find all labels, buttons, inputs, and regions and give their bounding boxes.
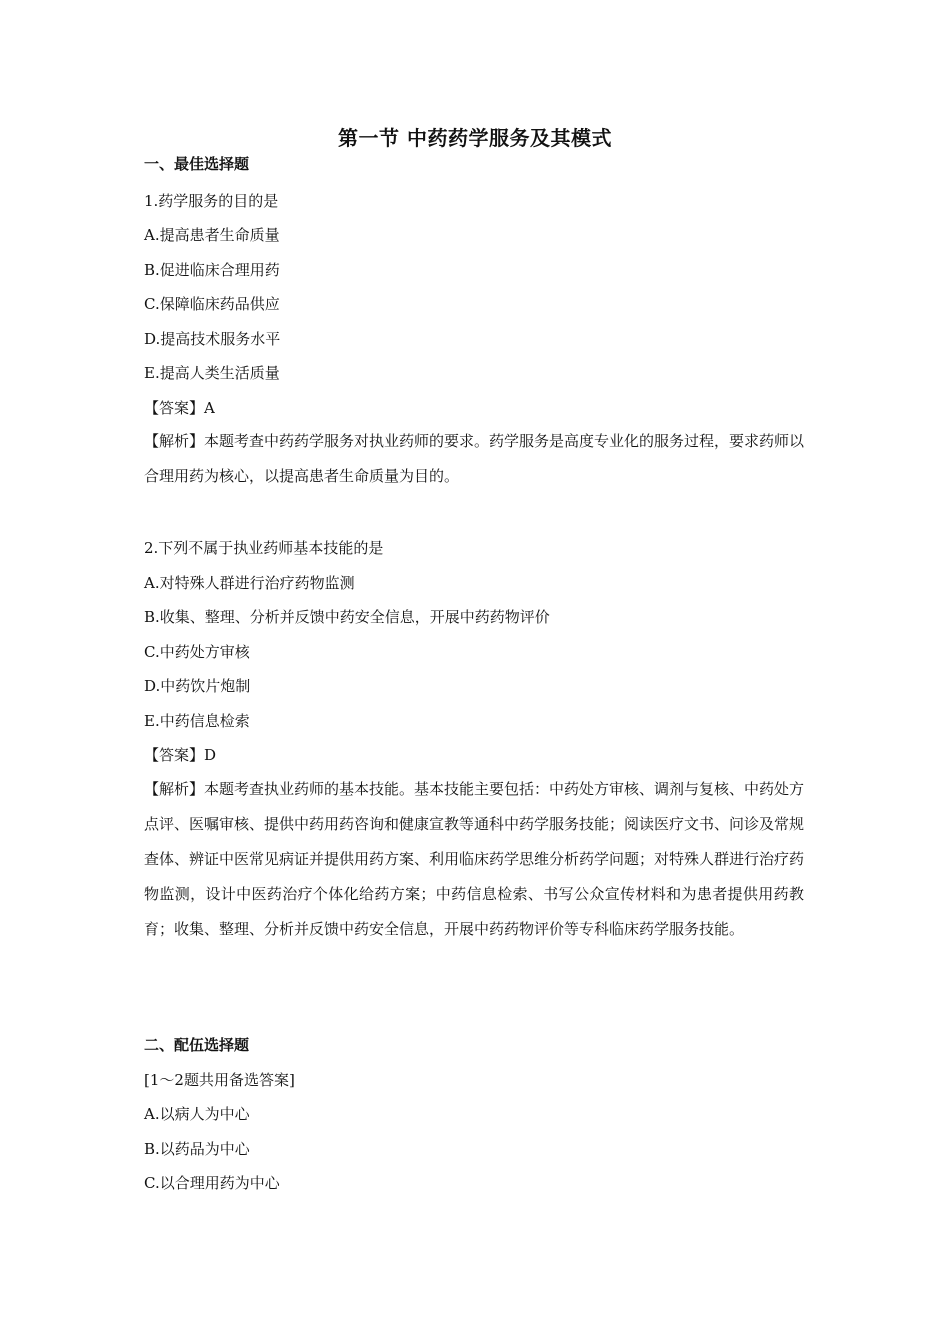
question-2-stem: 2.下列不属于执业药师基本技能的是 bbox=[144, 539, 384, 557]
question-1-stem: 1.药学服务的目的是 bbox=[144, 192, 279, 210]
question-2-answer: 【答案】D bbox=[144, 746, 217, 764]
question-1-option-a: A.提高患者生命质量 bbox=[144, 226, 280, 244]
question-2-option-d: D.中药饮片炮制 bbox=[144, 677, 251, 695]
question-1-option-e: E.提高人类生活质量 bbox=[144, 364, 280, 382]
question-1-analysis: 【解析】本题考查中药药学服务对执业药师的要求。药学服务是高度专业化的服务过程，要求药师以合理用药为核心，以提高患者生命质量为目的。 bbox=[144, 432, 805, 485]
question-2-option-b: B.收集、整理、分析并反馈中药安全信息，开展中药药物评价 bbox=[144, 608, 550, 626]
question-2-option-a: A.对特殊人群进行治疗药物监测 bbox=[144, 574, 355, 592]
page-title: 第一节 中药药学服务及其模式 bbox=[338, 126, 612, 150]
question-1-option-c: C.保障临床药品供应 bbox=[144, 295, 280, 313]
shared-option-b: B.以药品为中心 bbox=[144, 1140, 250, 1158]
shared-option-c: C.以合理用药为中心 bbox=[144, 1174, 280, 1192]
question-2-option-c: C.中药处方审核 bbox=[144, 643, 250, 661]
shared-option-a: A.以病人为中心 bbox=[144, 1105, 250, 1123]
question-1-answer: 【答案】A bbox=[144, 399, 215, 417]
question-1-option-d: D.提高技术服务水平 bbox=[144, 330, 281, 348]
question-2-option-e: E.中药信息检索 bbox=[144, 712, 250, 730]
shared-options-note: [1～2题共用备选答案] bbox=[144, 1071, 295, 1089]
section-heading-matching-choice: 二、配伍选择题 bbox=[144, 1036, 250, 1054]
question-2-analysis: 【解析】本题考查执业药师的基本技能。基本技能主要包括：中药处方审核、调剂与复核、中药处方点评、医嘱审核、提供中药用药咨询和健康宣教等通科中药学服务技能；阅读医疗文书、问诊及常规查体、辨证中医常见病证并提供用药方案、利用临床药学思维分析药学问题；对特殊人群进行治疗药物监测，设计中医药治疗个体化给药方案；中药信息检索、书写公众宣传材料和为患者提供用药教育；收集、整理、分析并反馈中药安全信息，开展中药药物评价等专科临床药学服务技能。 bbox=[144, 780, 805, 938]
question-1-option-b: B.促进临床合理用药 bbox=[144, 261, 280, 279]
section-heading-best-choice: 一、最佳选择题 bbox=[144, 155, 250, 173]
